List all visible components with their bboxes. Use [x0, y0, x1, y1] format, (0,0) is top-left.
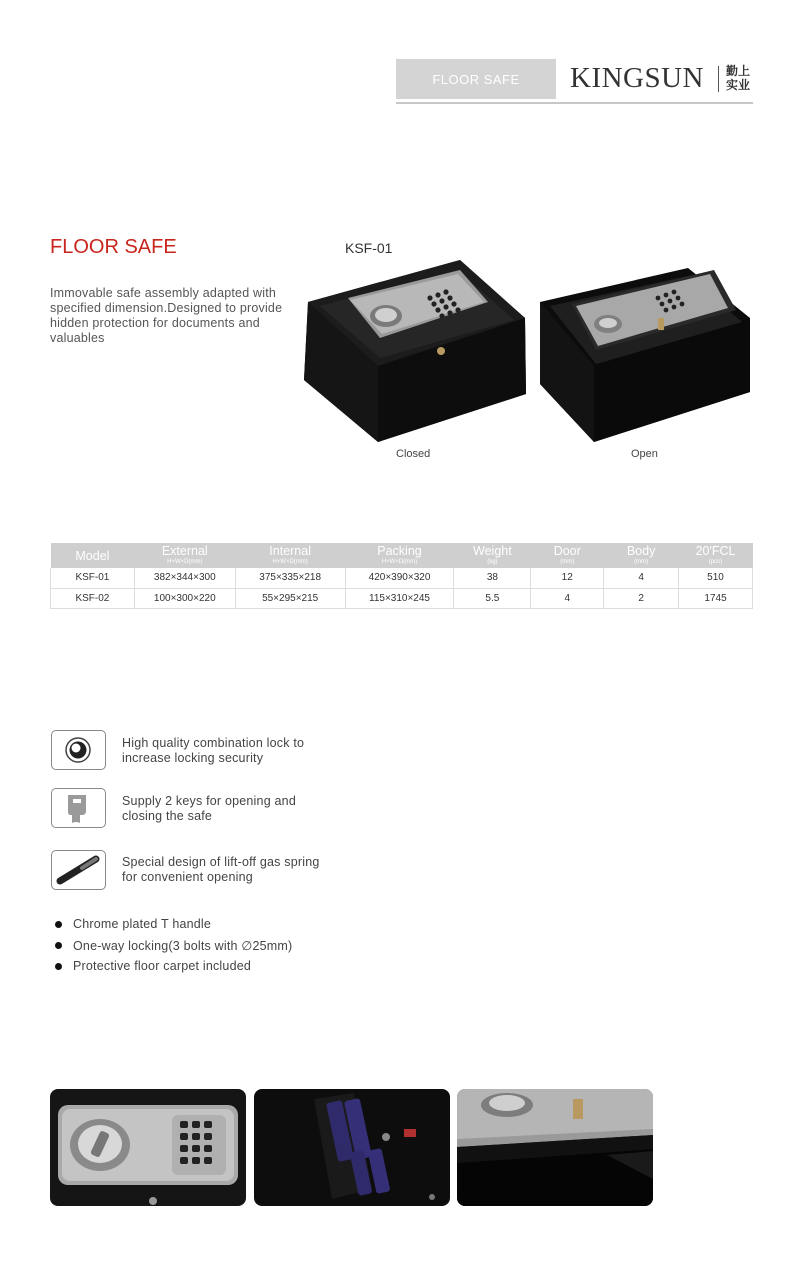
bullet-item: Protective floor carpet included: [73, 959, 252, 973]
table-cell: 55×295×215: [235, 588, 345, 608]
col-door: Door (mm): [531, 543, 604, 568]
brand-separator: [718, 66, 719, 92]
col-external: External H×W×D(mm): [134, 543, 235, 568]
table-cell: 12: [531, 568, 604, 588]
table-cell: 115×310×245: [345, 588, 454, 608]
col-body: Body (mm): [604, 543, 679, 568]
table-cell: 2: [604, 588, 679, 608]
col-model: Model: [51, 543, 135, 568]
key-icon: [51, 788, 106, 828]
bullet-icon: [55, 963, 62, 970]
table-cell: 4: [531, 588, 604, 608]
feature-text-keys: Supply 2 keys for opening and closing the safe: [122, 794, 296, 823]
bullet-item: Chrome plated T handle: [73, 917, 212, 931]
table-cell: KSF-01: [51, 568, 135, 588]
table-cell: KSF-02: [51, 588, 135, 608]
col-packing: Packing H×W×D(mm): [345, 543, 454, 568]
table-cell: 38: [454, 568, 531, 588]
table-row: [51, 568, 753, 588]
combination-lock-icon: [51, 730, 106, 770]
col-fcl: 20'FCL (pcs): [679, 543, 753, 568]
table-cell: 375×335×218: [235, 568, 345, 588]
table-cell: 100×300×220: [134, 588, 235, 608]
bullet-icon: [55, 921, 62, 928]
product-description: Immovable safe assembly adapted with specified dimension.Designed to provide hidden protection for documents and valuables: [50, 286, 283, 345]
caption-closed: Closed: [396, 448, 431, 460]
table-cell: 420×390×320: [345, 568, 454, 588]
spec-table: [50, 543, 753, 609]
caption-open: Open: [631, 448, 658, 460]
col-weight: Weight (kg): [454, 543, 531, 568]
feature-text-gas-spring: Special design of lift-off gas spring for convenient opening: [122, 855, 320, 884]
header-divider: [396, 102, 753, 104]
safe-open-image: [538, 266, 752, 444]
brand-chinese: 勤上实业: [726, 64, 751, 92]
page-title: FLOOR SAFE: [50, 236, 177, 258]
photo-batteries: [254, 1089, 450, 1206]
bullet-icon: [55, 942, 62, 949]
bullet-item: One-way locking(3 bolts with ∅25mm): [73, 939, 293, 953]
photo-open-lid: [457, 1089, 653, 1206]
col-internal: Internal H×W×D(mm): [235, 543, 345, 568]
table-cell: 510: [679, 568, 753, 588]
feature-text-lock: High quality combination lock to increase locking security: [122, 736, 305, 765]
table-cell: 382×344×300: [134, 568, 235, 588]
photo-keypad: [50, 1089, 246, 1206]
safe-closed-image: [300, 258, 528, 446]
table-cell: 4: [604, 568, 679, 588]
header-tab: FLOOR SAFE: [396, 59, 556, 99]
table-cell: 5.5: [454, 588, 531, 608]
model-label: KSF-01: [345, 240, 393, 256]
table-row: [51, 588, 753, 608]
table-header-row: [51, 543, 753, 568]
table-cell: 1745: [679, 588, 753, 608]
brand-logo: KINGSUN: [570, 62, 704, 94]
gas-spring-icon: [51, 850, 106, 890]
